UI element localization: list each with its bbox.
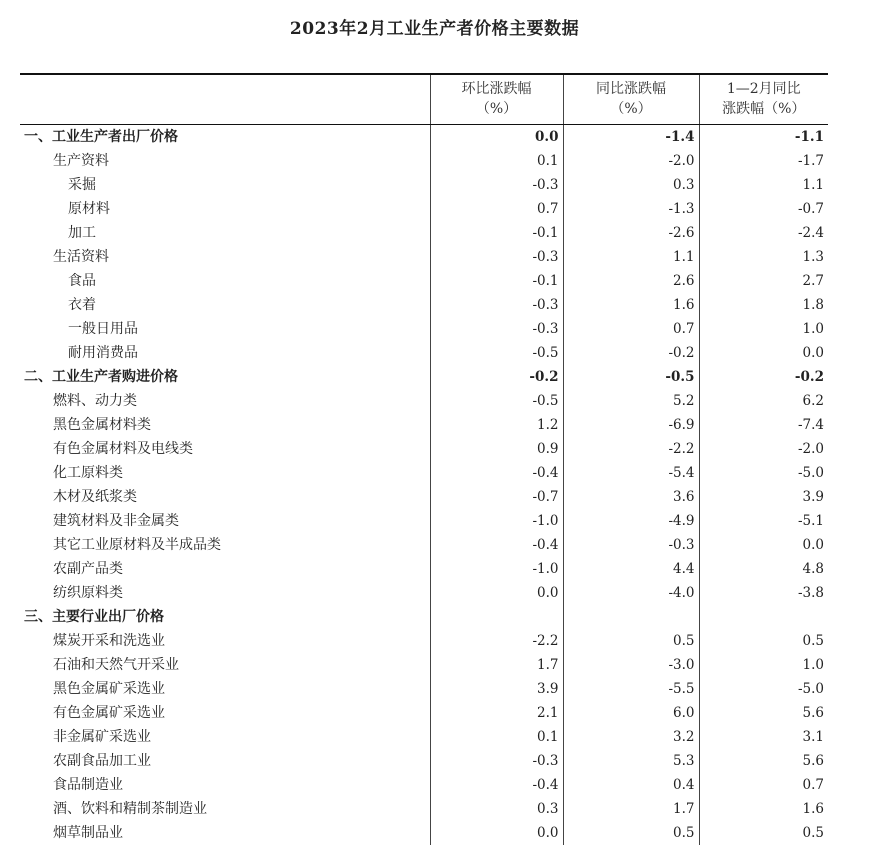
row-label: 农副食品加工业 (53, 752, 151, 769)
row-label: 耐用消费品 (68, 344, 138, 361)
row-mom-value: -0.3 (430, 749, 563, 773)
table-row (20, 605, 828, 629)
row-ytd-value: 1.0 (699, 653, 828, 677)
row-yoy-value: -4.9 (563, 509, 699, 533)
table-row (20, 773, 828, 797)
row-label: 一、工业生产者出厂价格 (24, 128, 178, 145)
row-mom-value: 0.0 (430, 821, 563, 845)
row-ytd-value: 5.6 (699, 701, 828, 725)
row-ytd-value: 1.0 (699, 317, 828, 341)
row-yoy-value: -0.2 (563, 341, 699, 365)
row-mom-value: -0.4 (430, 533, 563, 557)
table-row (20, 389, 828, 413)
row-label: 衣着 (68, 296, 96, 313)
row-label: 原材料 (68, 200, 110, 217)
row-label: 采掘 (68, 176, 96, 193)
row-ytd-value: 3.1 (699, 725, 828, 749)
table-row (20, 509, 828, 533)
row-mom-value: -2.2 (430, 629, 563, 653)
row-ytd-value: 3.9 (699, 485, 828, 509)
row-yoy-value: 3.6 (563, 485, 699, 509)
row-mom-value: -0.5 (430, 341, 563, 365)
page-title: 2023年2月工业生产者价格主要数据 (289, 19, 580, 39)
row-label: 农副产品类 (53, 560, 123, 577)
row-yoy-value: 0.5 (563, 821, 699, 845)
row-ytd-value: 0.5 (699, 629, 828, 653)
table-row (20, 749, 828, 773)
row-yoy-value: -1.4 (563, 124, 699, 149)
row-ytd-value: -5.0 (699, 677, 828, 701)
header-mom-line1: 环比涨跌幅 (461, 81, 532, 98)
row-ytd-value: -2.4 (699, 221, 828, 245)
row-ytd-value: -3.8 (699, 581, 828, 605)
row-label: 酒、饮料和精制茶制造业 (53, 800, 207, 817)
row-ytd-value: -0.2 (699, 365, 828, 389)
row-yoy-value: 0.7 (563, 317, 699, 341)
row-yoy-value: 2.6 (563, 269, 699, 293)
row-ytd-value: 1.3 (699, 245, 828, 269)
price-table (20, 73, 828, 845)
row-yoy-value: 5.2 (563, 389, 699, 413)
row-label: 加工 (68, 224, 96, 241)
header-label-column (20, 74, 430, 124)
table-row (20, 821, 828, 845)
row-yoy-value: -5.5 (563, 677, 699, 701)
row-label: 生产资料 (53, 152, 109, 169)
row-label: 二、工业生产者购进价格 (24, 368, 178, 385)
row-ytd-value: -2.0 (699, 437, 828, 461)
row-yoy-value: 0.4 (563, 773, 699, 797)
row-mom-value: -1.0 (430, 557, 563, 581)
row-yoy-value: -6.9 (563, 413, 699, 437)
row-mom-value: 0.9 (430, 437, 563, 461)
row-label: 生活资料 (53, 248, 109, 265)
row-label: 煤炭开采和洗选业 (53, 632, 165, 649)
row-yoy-value: -2.6 (563, 221, 699, 245)
row-label: 化工原料类 (53, 464, 123, 481)
row-ytd-value: 0.7 (699, 773, 828, 797)
row-label: 食品制造业 (53, 776, 123, 793)
row-label: 食品 (68, 272, 96, 289)
row-ytd-value: -0.7 (699, 197, 828, 221)
row-mom-value: 0.1 (430, 725, 563, 749)
row-mom-value: -0.4 (430, 461, 563, 485)
row-ytd-value: 0.5 (699, 821, 828, 845)
row-mom-value: 0.0 (430, 124, 563, 149)
table-header-row (20, 74, 828, 124)
price-table-container (20, 73, 828, 845)
row-yoy-value: -4.0 (563, 581, 699, 605)
row-mom-value: -0.3 (430, 293, 563, 317)
table-row (20, 173, 828, 197)
row-mom-value: -1.0 (430, 509, 563, 533)
row-yoy-value: 1.6 (563, 293, 699, 317)
row-yoy-value: 1.7 (563, 797, 699, 821)
row-yoy-value: 0.5 (563, 629, 699, 653)
row-mom-value: 0.1 (430, 149, 563, 173)
row-ytd-value: -1.7 (699, 149, 828, 173)
row-yoy-value: 4.4 (563, 557, 699, 581)
row-ytd-value: 0.0 (699, 533, 828, 557)
row-mom-value: -0.4 (430, 773, 563, 797)
row-label: 有色金属矿采选业 (53, 704, 165, 721)
table-row (20, 581, 828, 605)
header-ytd-line1: 1—2月同比 (726, 81, 801, 98)
row-ytd-value: -5.1 (699, 509, 828, 533)
table-row (20, 461, 828, 485)
row-label: 石油和天然气开采业 (53, 656, 179, 673)
table-row (20, 725, 828, 749)
row-label: 一般日用品 (68, 320, 138, 337)
row-yoy-value: -2.2 (563, 437, 699, 461)
table-row (20, 245, 828, 269)
row-mom-value: -0.3 (430, 245, 563, 269)
row-yoy-value: -1.3 (563, 197, 699, 221)
row-mom-value: 0.0 (430, 581, 563, 605)
row-label: 非金属矿采选业 (53, 728, 151, 745)
row-yoy-value: 3.2 (563, 725, 699, 749)
row-ytd-value: 4.8 (699, 557, 828, 581)
row-yoy-value: 1.1 (563, 245, 699, 269)
row-yoy-value: 5.3 (563, 749, 699, 773)
row-ytd-value: 1.6 (699, 797, 828, 821)
table-row (20, 149, 828, 173)
header-yoy-line1: 同比涨跌幅 (596, 81, 666, 98)
row-mom-value: 1.2 (430, 413, 563, 437)
table-row (20, 221, 828, 245)
table-row (20, 701, 828, 725)
row-yoy-value: -3.0 (563, 653, 699, 677)
header-mom-line2: （%） (475, 101, 518, 118)
table-row (20, 365, 828, 389)
table-row (20, 124, 828, 149)
row-mom-value: 0.7 (430, 197, 563, 221)
table-row (20, 293, 828, 317)
table-row (20, 485, 828, 509)
row-yoy-value: -0.5 (563, 365, 699, 389)
header-ytd-column (699, 74, 828, 124)
row-label: 三、主要行业出厂价格 (24, 608, 164, 625)
table-row (20, 629, 828, 653)
header-ytd-line2: 涨跌幅（%） (722, 101, 806, 118)
row-ytd-value: -1.1 (699, 124, 828, 149)
row-ytd-value: 5.6 (699, 749, 828, 773)
table-row (20, 557, 828, 581)
row-mom-value: 0.3 (430, 797, 563, 821)
row-yoy-value: 0.3 (563, 173, 699, 197)
row-ytd-value: 0.0 (699, 341, 828, 365)
row-label: 黑色金属材料类 (53, 416, 151, 433)
row-label: 燃料、动力类 (53, 392, 137, 409)
row-label: 黑色金属矿采选业 (53, 680, 165, 697)
row-mom-value: 3.9 (430, 677, 563, 701)
header-mom-column (430, 74, 563, 124)
row-ytd-value: 6.2 (699, 389, 828, 413)
row-ytd-value: 1.1 (699, 173, 828, 197)
row-yoy-value: 6.0 (563, 701, 699, 725)
row-label: 木材及纸浆类 (53, 488, 137, 505)
table-row (20, 653, 828, 677)
row-ytd-value (699, 605, 828, 629)
row-mom-value: -0.1 (430, 221, 563, 245)
row-mom-value: 2.1 (430, 701, 563, 725)
table-row (20, 533, 828, 557)
row-mom-value: -0.5 (430, 389, 563, 413)
row-mom-value: -0.7 (430, 485, 563, 509)
table-row (20, 437, 828, 461)
row-label: 烟草制品业 (53, 824, 123, 841)
row-yoy-value: -2.0 (563, 149, 699, 173)
row-label: 纺织原料类 (53, 584, 123, 601)
table-row (20, 797, 828, 821)
row-mom-value: 1.7 (430, 653, 563, 677)
row-ytd-value: -7.4 (699, 413, 828, 437)
table-row (20, 197, 828, 221)
row-yoy-value (563, 605, 699, 629)
row-yoy-value: -5.4 (563, 461, 699, 485)
row-label: 建筑材料及非金属类 (53, 512, 179, 529)
header-yoy-column (563, 74, 699, 124)
table-row (20, 341, 828, 365)
row-ytd-value: -5.0 (699, 461, 828, 485)
table-row (20, 269, 828, 293)
row-ytd-value: 2.7 (699, 269, 828, 293)
header-yoy-line2: （%） (610, 101, 652, 118)
row-label: 其它工业原材料及半成品类 (53, 536, 221, 553)
table-body (20, 124, 828, 845)
row-label: 有色金属材料及电线类 (53, 440, 193, 457)
row-mom-value: -0.2 (430, 365, 563, 389)
row-yoy-value: -0.3 (563, 533, 699, 557)
row-mom-value: -0.1 (430, 269, 563, 293)
row-ytd-value: 1.8 (699, 293, 828, 317)
row-mom-value (430, 605, 563, 629)
table-row (20, 677, 828, 701)
row-mom-value: -0.3 (430, 317, 563, 341)
table-row (20, 317, 828, 341)
table-row (20, 413, 828, 437)
row-mom-value: -0.3 (430, 173, 563, 197)
